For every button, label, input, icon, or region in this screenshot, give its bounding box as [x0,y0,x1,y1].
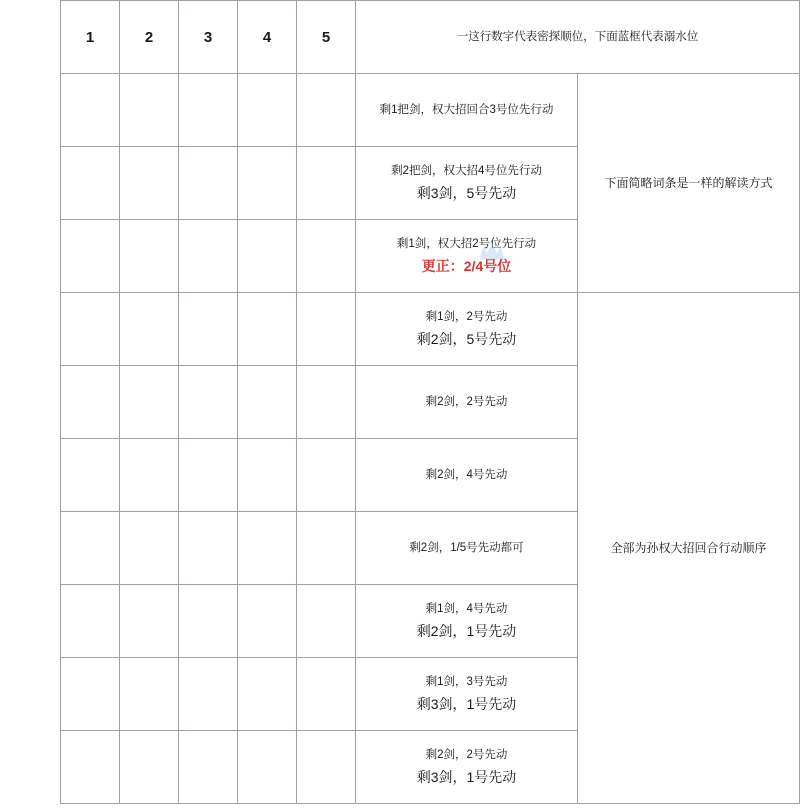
grid-cell-filled [238,366,297,439]
grid-cell-empty [297,512,356,585]
grid-cell-filled [120,658,179,731]
description-line: 剩2剑，1号先动 [416,623,517,640]
grid-cell-filled [238,293,297,366]
table-row [61,293,800,366]
row-description [356,512,578,585]
grid-cell-empty [297,658,356,731]
description-line: 剩2剑，5号先动 [416,331,517,348]
grid-cell-empty [297,293,356,366]
description-line: 剩2剑，4号先动 [425,468,508,481]
legend-note [356,1,800,74]
grid-cell-filled [238,585,297,658]
grid-cell-empty [238,512,297,585]
grid-cell-empty [238,439,297,512]
side-note-text: 下面简略词条是一样的解读方式 [604,176,773,190]
table-row [61,74,800,147]
description-line: 更正：2/4号位 [421,258,512,275]
grid-cell-empty [61,658,120,731]
legend-note-text: 一这行数字代表密探顺位，下面蓝框代表溺水位 [456,30,699,43]
column-header-1: 1 [61,1,120,74]
description-line: 剩2剑，2号先动 [425,748,508,761]
description-line: 剩2把剑，权大招4号位先行动 [391,164,542,177]
description-line: 剩3剑，1号先动 [416,769,517,786]
row-description [356,220,578,293]
grid-cell-filled [179,512,238,585]
row-description [356,147,578,220]
grid-cell-empty [61,585,120,658]
grid-cell-empty [61,512,120,585]
grid-cell-filled [238,731,297,804]
description-line: 剩1剑，4号先动 [425,602,508,615]
grid-cell-filled [61,293,120,366]
column-header-4: 4 [238,1,297,74]
description-line: 剩3剑，5号先动 [416,185,517,202]
description-line: 剩1把剑，权大招回合3号位先行动 [379,103,554,116]
row-description-lines [356,234,577,279]
grid-cell-filled [179,585,238,658]
row-description-lines [356,538,577,559]
grid-cell-filled [120,366,179,439]
row-description [356,439,578,512]
grid-cell-filled [61,74,120,147]
side-note-text: 全部为孙权大招回合行动顺序 [610,541,767,555]
description-line: 剩2剑，1/5号先动都可 [409,541,524,554]
grid-cell-filled [61,366,120,439]
grid-cell-empty [120,293,179,366]
column-header-2: 2 [120,1,179,74]
description-line: 剩2剑，2号先动 [425,395,508,408]
grid-cell-empty [61,731,120,804]
row-description-lines [356,100,577,121]
grid-cell-empty [120,220,179,293]
grid-cell-filled [238,220,297,293]
description-line: 剩1剑，3号先动 [425,675,508,688]
grid-cell-empty [297,731,356,804]
description-line: 剩1剑，2号先动 [425,310,508,323]
grid-cell-filled [179,731,238,804]
grid-cell-filled [179,220,238,293]
grid-cell-empty [120,731,179,804]
grid-cell-filled [179,293,238,366]
grid-cell-filled [120,147,179,220]
grid-cell-filled [61,220,120,293]
row-description-lines [356,161,577,206]
order-table-container [60,0,800,804]
left-margin [0,0,60,811]
grid-cell-filled [120,74,179,147]
row-description-lines [356,465,577,486]
side-note [578,74,800,293]
row-description [356,731,578,804]
grid-cell-empty [297,147,356,220]
row-description-lines [356,307,577,352]
grid-cell-empty [297,439,356,512]
row-description [356,585,578,658]
order-table [60,0,800,804]
row-description-lines [356,672,577,717]
grid-cell-filled [61,439,120,512]
row-description-lines [356,392,577,413]
column-header-5: 5 [297,1,356,74]
grid-cell-filled [238,74,297,147]
grid-cell-empty [179,74,238,147]
row-description [356,293,578,366]
grid-cell-empty [297,585,356,658]
row-description-lines [356,599,577,644]
grid-cell-empty [238,147,297,220]
grid-cell-empty [297,366,356,439]
grid-cell-filled [61,147,120,220]
grid-cell-empty [297,220,356,293]
table-header-row [61,1,800,74]
grid-cell-empty [297,74,356,147]
side-note [578,293,800,804]
grid-cell-filled [179,439,238,512]
column-header-3: 3 [179,1,238,74]
grid-cell-filled [238,658,297,731]
row-description [356,366,578,439]
grid-cell-filled [120,439,179,512]
grid-cell-filled [120,585,179,658]
grid-cell-empty [179,366,238,439]
row-description [356,74,578,147]
description-line: 剩1剑，权大招2号位先行动 [396,237,537,250]
description-line: 剩3剑，1号先动 [416,696,517,713]
grid-cell-empty [179,658,238,731]
row-description-lines [356,745,577,790]
row-description [356,658,578,731]
grid-cell-filled [179,147,238,220]
grid-cell-filled [120,512,179,585]
